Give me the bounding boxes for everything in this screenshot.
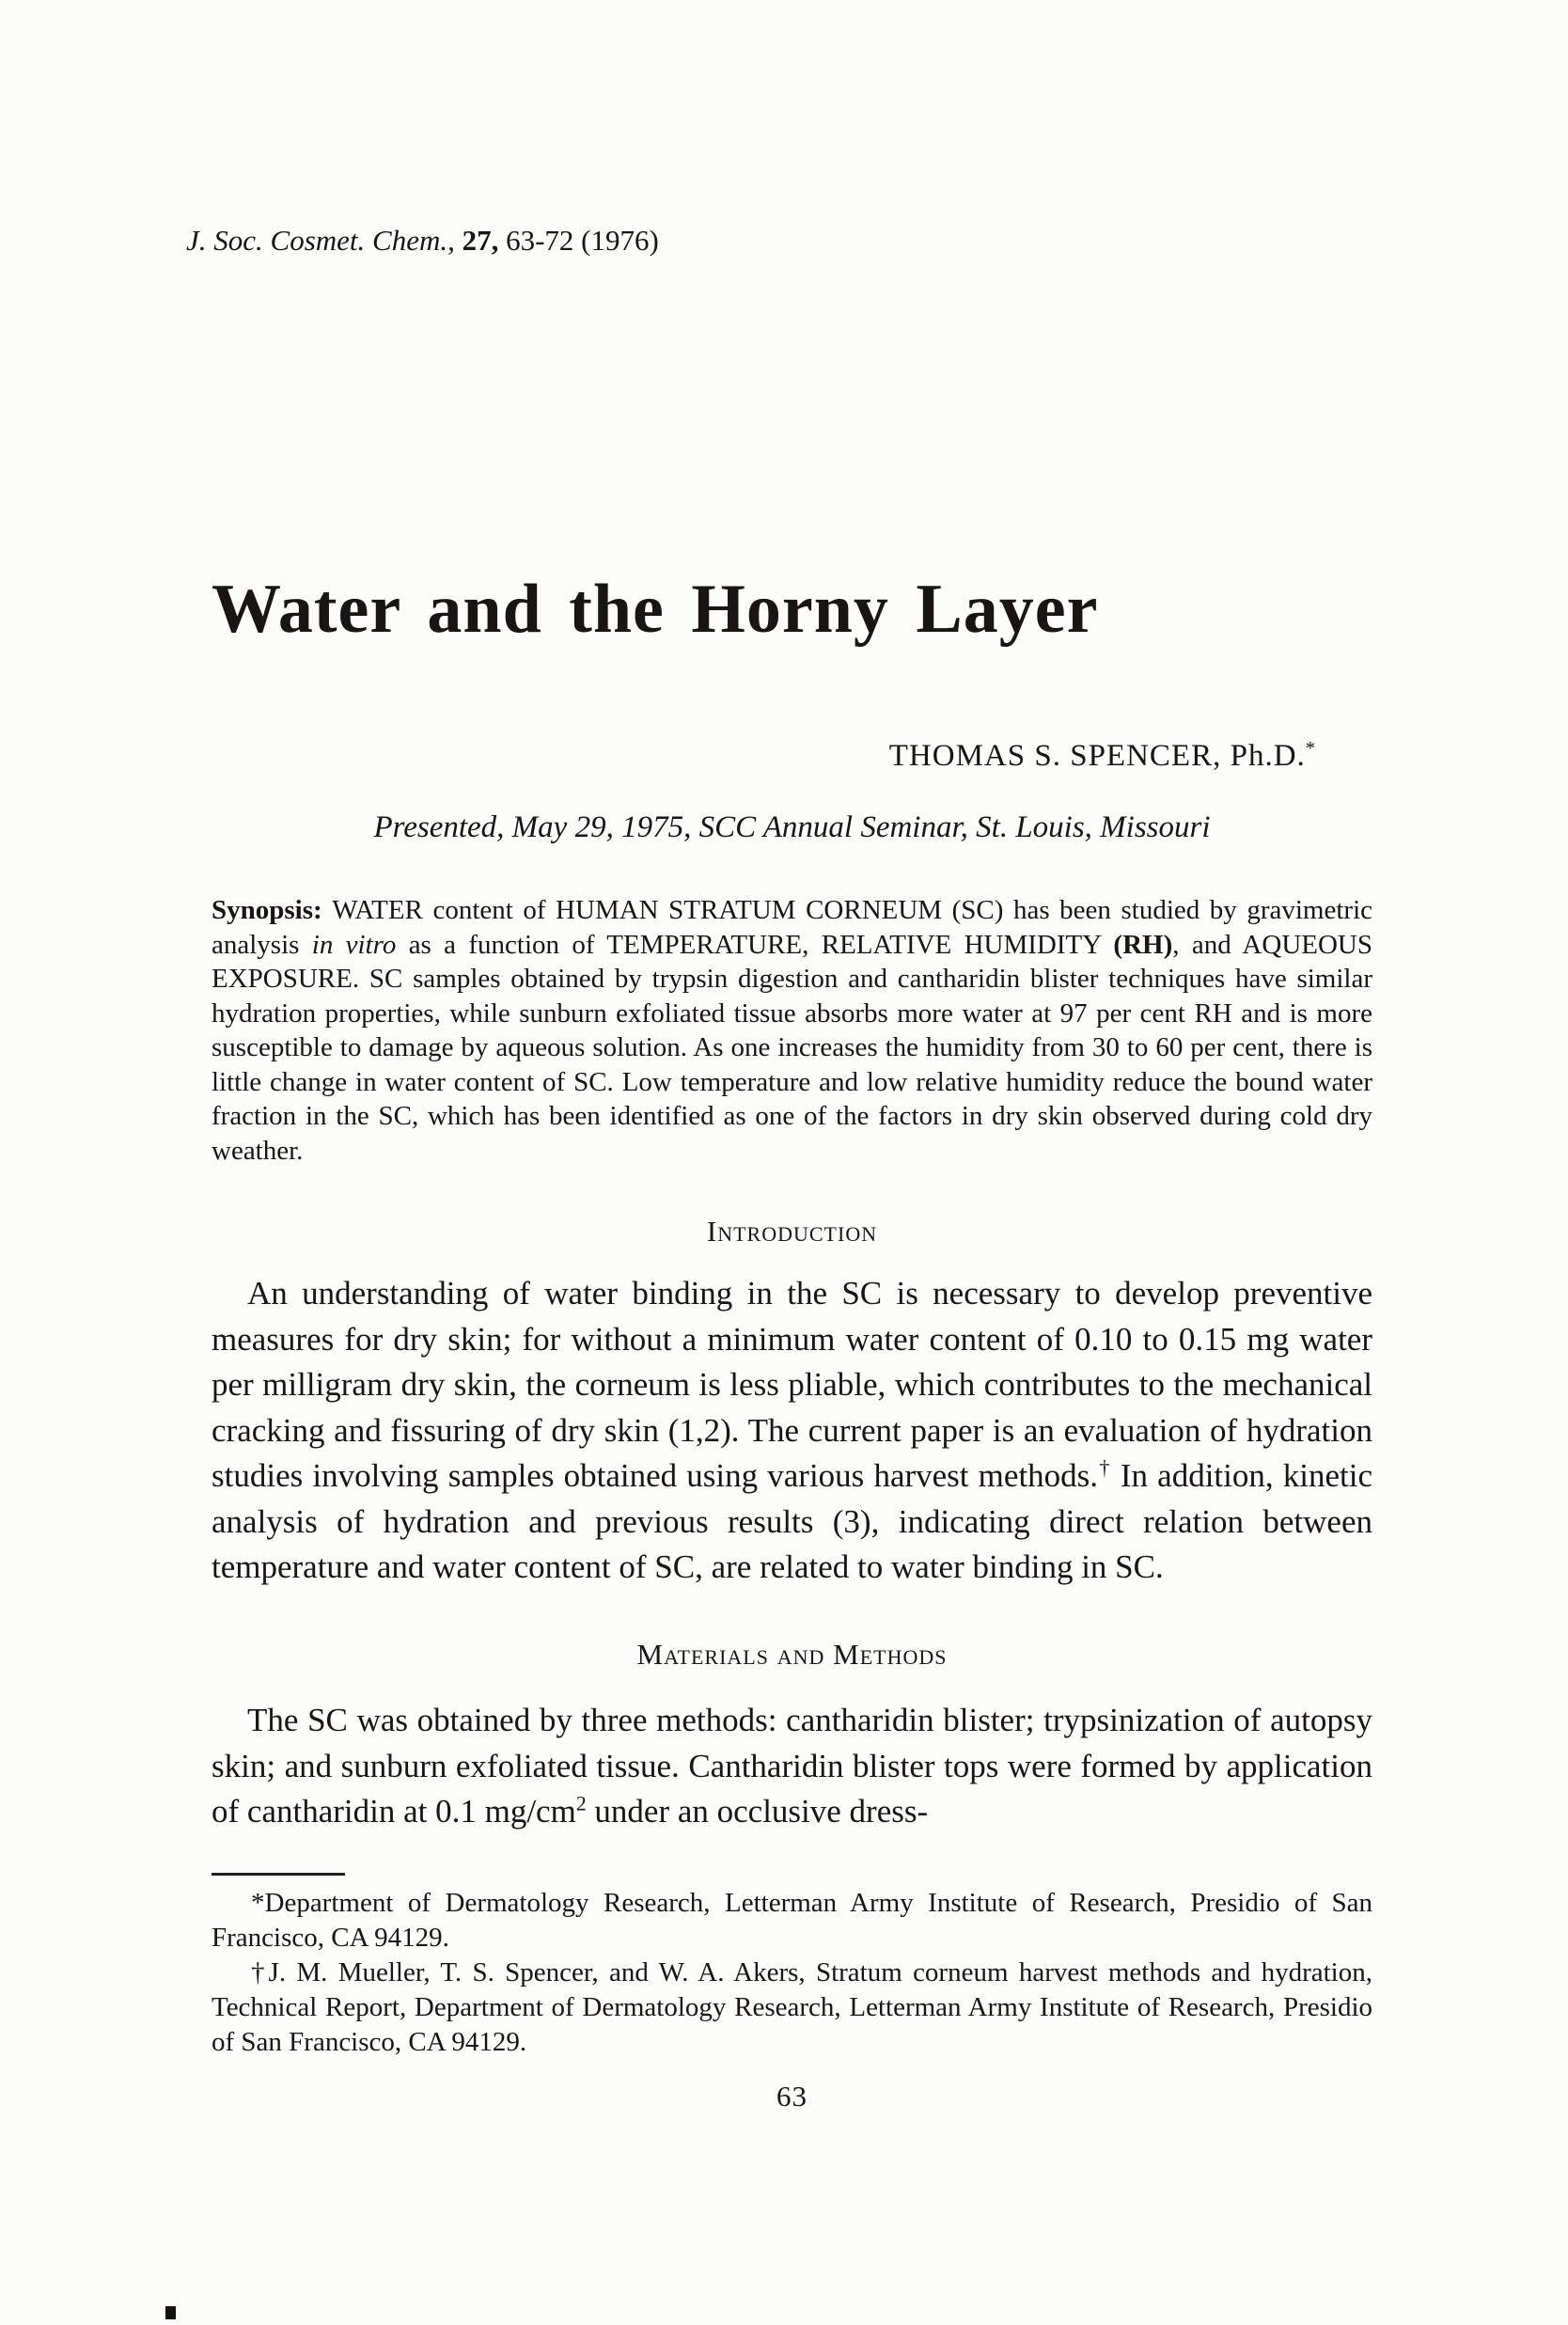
author-line <box>212 739 1372 774</box>
text-segment: † <box>1098 1456 1111 1480</box>
synopsis-paragraph <box>212 893 1372 1168</box>
footnote-divider-rule <box>212 1873 345 1876</box>
materials-and-methods-paragraph <box>212 1698 1372 1835</box>
text-segment: J. Soc. Cosmet. Chem., <box>186 224 463 257</box>
text-segment: in vitro <box>311 929 397 960</box>
text-segment: In addition, kinetic analysis of hydration and previous results (3), indicating direct relation between temperature and water content of SC, are related to water binding in SC. <box>212 1457 1373 1585</box>
text-segment: WATER content of HUMAN STRATUM CORNEUM (SC) has been studied by gravimetric analysis <box>212 895 1373 960</box>
section-heading-introduction: Introduction <box>706 1215 878 1248</box>
journal-reference <box>186 224 659 258</box>
text-segment: The SC was obtained by three methods: cantharidin blister; trypsinization of autopsy skin; and sunburn exfoliated tissue. Cantharidin blister tops were formed by application of cantharidin at 0.1 mg/cm <box>212 1702 1372 1830</box>
text-segment: 63-72 (1976) <box>498 224 659 257</box>
text-segment: 27, <box>462 224 499 257</box>
section-heading-materials-and-methods: Materials and Methods <box>636 1638 948 1671</box>
text-segment: under an occlusive dress- <box>586 1793 929 1830</box>
text-segment: (RH) <box>1113 929 1173 960</box>
text-segment: 2 <box>575 1792 587 1815</box>
footnote-technical-report: †J. M. Mueller, T. S. Spencer, and W. A. Akers, Stratum corneum harvest methods and hydration, Technical Report, Department of Dermatology Research, Letterman Army Institute of Research, Presidio of San Francisco, CA 94129. <box>212 1957 1372 2057</box>
text-segment: Synopsis: <box>212 895 333 925</box>
text-segment: An understanding of water binding in the SC is necessary to develop preventive measures for dry skin; for without a minimum water content of 0.10 to 0.15 mg water per milligram dry skin, the corneum is less pliable, which contributes to the mechanical cracking and fissuring of dry skin (1,2). The current paper is an evaluation of hydration studies involving samples obtained using various harvest methods. <box>212 1275 1372 1494</box>
article-title: Water and the Horny Layer <box>212 571 1099 648</box>
presentation-note: Presented, May 29, 1975, SCC Annual Seminar, St. Louis, Missouri <box>373 810 1211 844</box>
footnote-author-affiliation: *Department of Dermatology Research, Letterman Army Institute of Research, Presidio of San Francisco, CA 94129. <box>212 1888 1372 1953</box>
print-corner-mark <box>165 2306 176 2319</box>
text-segment: , and AQUEOUS EXPOSURE. SC samples obtained by trypsin digestion and cantharidin blister techniques have similar hydration properties, while sunburn exfoliated tissue absorbs more water at 97 per cent RH and is more susceptible to damage by aqueous solution. As one increases the humidity from 30 to 60 per cent, there is little change in water content of SC. Low temperature and low relative humidity reduce the bound water fraction in the SC, which has been identified as one of the factors in dry skin observed during cold dry weather. <box>212 929 1372 1166</box>
text-segment: * <box>1305 738 1316 759</box>
page-number: 63 <box>776 2080 808 2113</box>
text-segment: as a function of TEMPERATURE, RELATIVE HUMIDITY <box>396 929 1114 960</box>
introduction-paragraph <box>212 1271 1372 1591</box>
text-segment: THOMAS S. SPENCER, Ph.D. <box>888 739 1306 773</box>
